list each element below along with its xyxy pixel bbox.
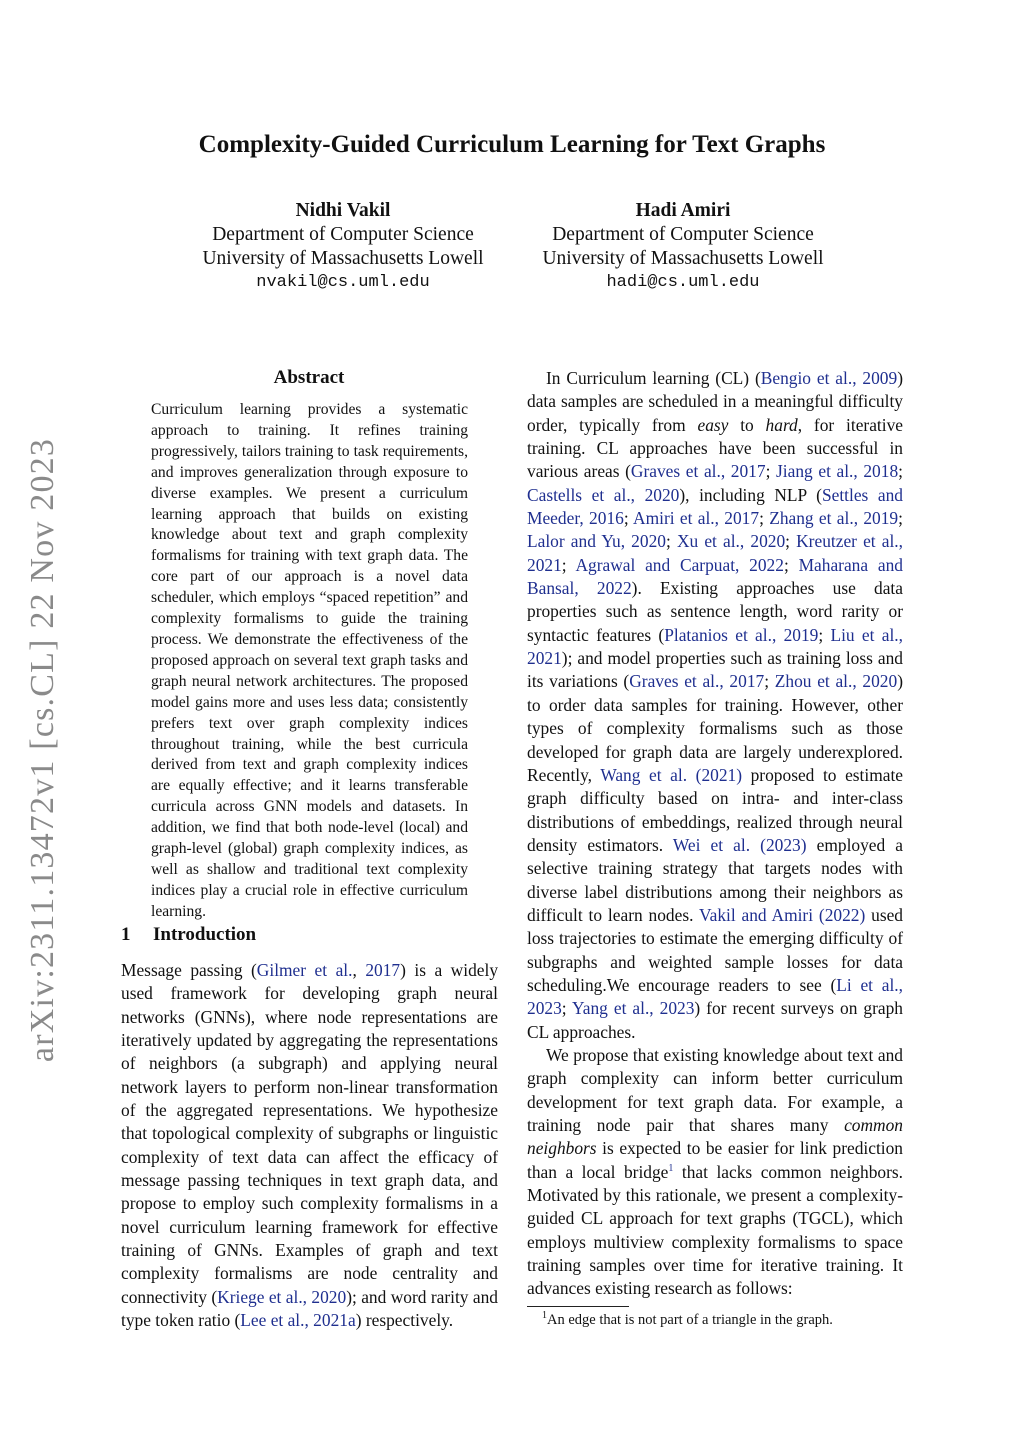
author-block-2 bbox=[473, 199, 893, 295]
footnote-text: An edge that is not part of a triangle in the graph. bbox=[547, 1312, 833, 1328]
citation-link[interactable]: Platanios et al., 2019 bbox=[664, 624, 819, 645]
citation-link[interactable]: Jiang et al., 2018 bbox=[776, 461, 899, 482]
right-column bbox=[527, 367, 903, 1301]
footnote-mark[interactable]: 1 bbox=[668, 1162, 674, 1174]
citation-link[interactable]: Amiri et al., 2017 bbox=[633, 508, 760, 529]
intro-paragraph-2: In Curriculum learning (CL) (Bengio et al., 2009) data samples are scheduled in a meaningful difficulty order, typically from easy to hard, for iterative training. CL approaches have been successful in various areas (Graves et al., 2017; Jiang et al., 2018; Castells et al., 2020), including NLP (Settles and Meeder, 2016; Amiri et al., 2017; Zhang et al., 2019; Lalor and Yu, 2020; Xu et al., 2020; Kreutzer et al., 2021; Agrawal and Carpuat, 2022; Maharana and Bansal, 2022). Existing approaches use data properties such as sentence length, word rarity or syntactic features (Platanios et al., 2019; Liu et al., 2021); and model properties such as training loss and its variations (Graves et al., 2017; Zhou et al., 2020) to order data samples for training. However, other types of complexity formalisms such as those developed for graph data are largely underexplored. Recently, Wang et al. (2021) proposed to estimate graph difficulty based on intra- and inter-class distributions of embeddings, realized through neural density estimators. Wei et al. (2023) employed a selective training strategy that targets nodes with diverse label distributions among their neighbors as difficult to learn nodes. Vakil and Amiri (2022) used loss trajectories to estimate the emerging difficulty of subgraphs and weighted sample losses for data scheduling.We encourage readers to see (Li et al., 2023; Yang et al., 2023) for recent surveys on graph CL approaches. bbox=[527, 368, 904, 1042]
citation-link[interactable]: Vakil and Amiri (2022) bbox=[698, 904, 866, 925]
arxiv-stamp: arXiv:2311.13472v1 [cs.CL] 22 Nov 2023 bbox=[24, 437, 61, 1063]
citation-link[interactable]: Zhou et al., 2020 bbox=[774, 671, 898, 692]
author-name: Hadi Amiri bbox=[635, 200, 731, 221]
citation-link[interactable]: Zhang et al., 2019 bbox=[769, 508, 899, 529]
section-title: Introduction bbox=[153, 924, 257, 945]
citation-link[interactable]: Lalor and Yu, 2020 bbox=[527, 531, 666, 552]
citation-link[interactable]: Liu et al., 2021 bbox=[527, 624, 903, 669]
footnote-number: 1 bbox=[542, 1310, 547, 1322]
citation-link[interactable]: Agrawal and Carpuat, 2022 bbox=[575, 554, 784, 575]
citation-link[interactable]: Kriege et al., 2020 bbox=[217, 1286, 347, 1307]
citation-link[interactable]: Gilmer et al., 2017 bbox=[256, 960, 401, 980]
author-institution: University of Massachusetts Lowell bbox=[202, 248, 484, 269]
citation-link[interactable]: Li et al., 2023 bbox=[527, 974, 903, 1019]
citation-link[interactable]: Yang et al., 2023 bbox=[571, 998, 695, 1019]
footnote bbox=[542, 1312, 833, 1329]
author-email[interactable]: hadi@cs.uml.edu bbox=[606, 273, 760, 292]
citation-link[interactable]: Graves et al., 2017 bbox=[629, 671, 765, 692]
citation-link[interactable]: Wang et al. (2021) bbox=[600, 764, 743, 785]
author-department: Department of Computer Science bbox=[212, 224, 474, 245]
intro-paragraph-1: Message passing (Gilmer et al., 2017) is a widely used framework for developing graph neural networks (GNNs), where node representations are iteratively updated by aggregating the representations of neighbors (a subgraph) and applying neural network layers to perform non-linear transformation of the aggregated representations. We hypothesize that topological complexity of subgraphs or linguistic complexity of text data can affect the efficacy of message passing techniques in text graph data, and propose to employ such complexity formalisms in a novel curriculum learning framework for effective training of GNNs. Examples of graph and text complexity formalisms are node centrality and connectivity (Kriege et al., 2020); and word rarity and type token ratio (Lee et al., 2021a) respectively. bbox=[121, 960, 499, 1331]
author-institution: University of Massachusetts Lowell bbox=[542, 248, 824, 269]
author-email[interactable]: nvakil@cs.uml.edu bbox=[256, 273, 430, 292]
section-number: 1 bbox=[121, 924, 131, 945]
author-name: Nidhi Vakil bbox=[295, 200, 391, 221]
citation-link[interactable]: Settles and Meeder, 2016 bbox=[527, 484, 903, 529]
citation-link[interactable]: Kreutzer et al., 2021 bbox=[527, 531, 904, 575]
citation-link[interactable]: Wei et al. (2023) bbox=[672, 834, 807, 855]
abstract-heading: Abstract bbox=[273, 367, 345, 388]
citation-link[interactable]: Castells et al., 2020 bbox=[527, 484, 680, 505]
citation-link[interactable]: Bengio et al., 2009 bbox=[760, 368, 898, 388]
citation-link[interactable]: Lee et al., 2021a bbox=[240, 1310, 356, 1331]
paper-title: Complexity-Guided Curriculum Learning for Text Graphs bbox=[198, 131, 826, 158]
author-department: Department of Computer Science bbox=[552, 224, 814, 245]
footnote-divider bbox=[527, 1306, 629, 1307]
citation-link[interactable]: Maharana and Bansal, 2022 bbox=[527, 554, 903, 599]
section-heading-introduction bbox=[121, 924, 256, 946]
citation-link[interactable]: Graves et al., 2017 bbox=[630, 461, 766, 482]
intro-paragraph-3: We propose that existing knowledge about text and graph complexity can inform better curriculum development for text graph data. For example, a training node pair that shares many common neighbors is expected to be easier for link prediction than a local bridge$^1$ that lacks common neighbors. Motivated by this rationale, we present a complexity-guided CL approach for text graphs (TGCL), which employs multiview complexity formalisms to space training samples over time for iterative training. It advances existing research as follows: bbox=[527, 1044, 903, 1299]
abstract-text: Curriculum learning provides a systematic approach to training. It refines training progressively, tailors training to task requirements, and improves generalization through exposure to diverse examples. We present a curriculum learning approach that builds on existing knowledge about text and graph complexity formalisms for training with text graph data. The core part of our approach is a novel data scheduler, which employs “spaced repetition” and complexity formalisms to guide the training process. We demonstrate the effectiveness of the proposed approach on several text graph tasks and graph neural network architectures. The proposed model gains more and uses less data; consistently prefers text over graph complexity indices throughout training, while the best curricula derived from text and graph complexity indices are equally effective; and it learns transferable curricula across GNN models and datasets. In addition, we find that both node-level (local) and graph-level (global) graph complexity indices, as well as shallow and traditional text complexity indices play a crucial role in effective curriculum learning. bbox=[151, 401, 468, 920]
citation-link[interactable]: Xu et al., 2020 bbox=[676, 531, 786, 552]
